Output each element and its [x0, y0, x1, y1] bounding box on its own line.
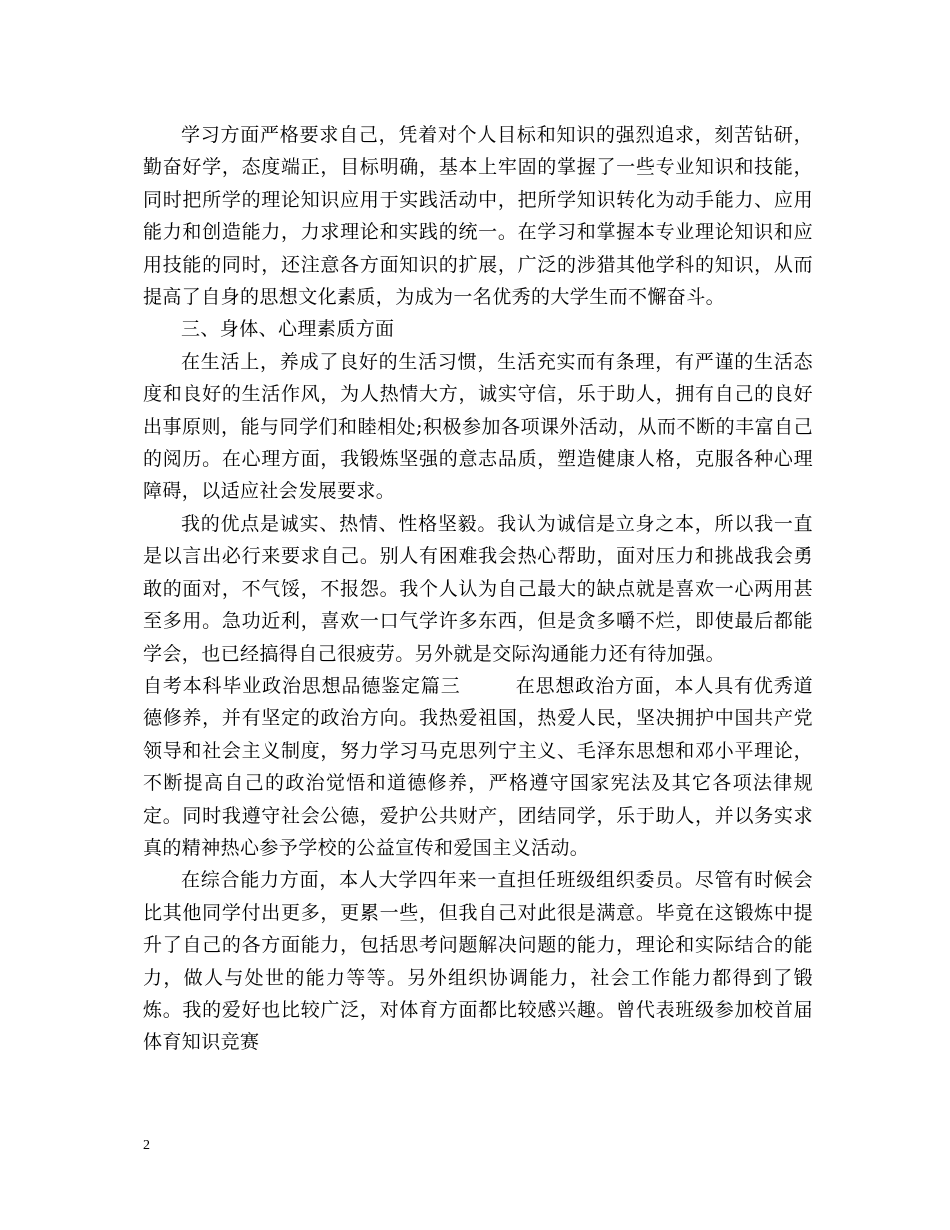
paragraph-study: 学习方面严格要求自己，凭着对个人目标和知识的强烈追求，刻苦钻研，勤奋好学，态度端正，目标明确，基本上牢固的掌握了一些专业知识和技能，同时把所学的理论知识应用于实践活动中，把所学知识转化为动手能力、应用能力和创造能力，力求理论和实践的统一。在学习和掌握本专业理论知识和应用技能的同时，还注意各方面知识的扩展，广泛的涉猎其他学科的知识，从而提高了自身的思想文化素质，为成为一名优秀的大学生而不懈奋斗。 [143, 124, 813, 309]
paragraph-politics [143, 670, 813, 864]
section-heading: 三、身体、心理素质方面 [181, 318, 395, 341]
inline-title: 自考本科毕业政治思想品德鉴定篇三 [143, 674, 461, 697]
paragraph-strengths: 我的优点是诚实、热情、性格坚毅。我认为诚信是立身之本，所以我一直是以言出必行来要求自己。别人有困难我会热心帮助，面对压力和挑战我会勇敢的面对，不气馁，不报怨。我个人认为自己最大的缺点就是喜欢一心两用甚至多用。急功近利，喜欢一口气学许多东西，但是贪多嚼不烂，即使最后都能学会，也已经搞得自己很疲劳。另外就是交际沟通能力还有待加强。 [143, 512, 813, 665]
paragraph-abilities: 在综合能力方面，本人大学四年来一直担任班级组织委员。尽管有时候会比其他同学付出更多，更累一些，但我自己对此很是满意。毕竟在这锻炼中提升了自己的各方面能力，包括思考问题解决问题的能力，理论和实际结合的能力，做人与处世的能力等等。另外组织协调能力，社会工作能力都得到了锻炼。我的爱好也比较广泛，对体育方面都比较感兴趣。曾代表班级参加校首届体育知识竞赛 [143, 869, 813, 1054]
body-text [143, 119, 813, 1059]
paragraph-life: 在生活上，养成了良好的生活习惯，生活充实而有条理，有严谨的生活态度和良好的生活作风，为人热情大方，诚实守信，乐于助人，拥有自己的良好出事原则，能与同学们和睦相处;积极参加各项课外活动，从而不断的丰富自己的阅历。在心理方面，我锻炼坚强的意志品质，塑造健康人格，克服各种心理障碍，以适应社会发展要求。 [143, 350, 813, 503]
paragraph-politics-text: 在思想政治方面，本人具有优秀道德修养，并有坚定的政治方向。我热爱祖国，热爱人民，坚决拥护中国共产党领导和社会主义制度，努力学习马克思列宁主义、毛泽东思想和邓小平理论，不断提高自己的政治觉悟和道德修养，严格遵守国家宪法及其它各项法律规定。同时我遵守社会公德，爱护公共财产，团结同学，乐于助人，并以务实求真的精神热心参予学校的公益宣传和爱国主义活动。 [143, 674, 813, 859]
page-number: 2 [143, 1138, 150, 1153]
title-gap [461, 675, 516, 697]
